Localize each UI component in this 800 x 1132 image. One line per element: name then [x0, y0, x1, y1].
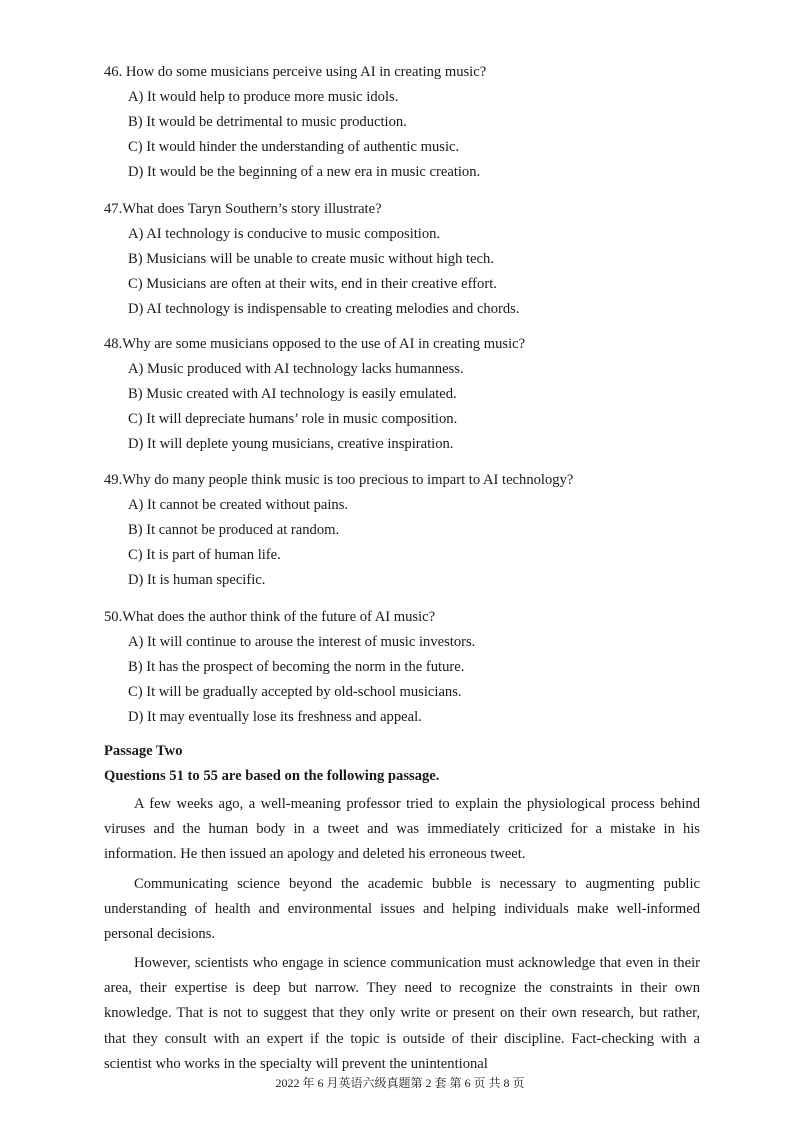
option-b: B) It has the prospect of becoming the norm in the future. — [128, 659, 465, 675]
option-a: A) It cannot be created without pains. — [128, 497, 349, 513]
passage-instruction: Questions 51 to 55 are based on the following passage. — [104, 768, 440, 784]
question-48 — [104, 334, 724, 454]
passage-paragraph: However, scientists who engage in science communication must acknowledge that even in their area, their expertise is deep but narrow. They need to recognize the constraints in their own knowledge. That is not to suggest that they only write or present on their own research, but rather, that they consult with an expert if the topic is outside of their discipline. Fact-checking with a scientist who works in the specialty will prevent the unintentional — [104, 955, 700, 1072]
passage-paragraph: Communicating science beyond the academic bubble is necessary to augmenting public understanding of health and environmental issues and helping individuals make well-informed personal decisions. — [104, 876, 700, 943]
question-stem: 47.What does Taryn Southern’s story illustrate? — [104, 201, 382, 217]
page-footer: 2022 年 6 月英语六级真题第 2 套 第 6 页 共 8 页 — [275, 1076, 525, 1090]
question-stem: 49.Why do many people think music is too precious to impart to AI technology? — [104, 472, 574, 488]
option-b: B) It cannot be produced at random. — [128, 522, 340, 538]
option-d: D) It will deplete young musicians, creative inspiration. — [128, 436, 454, 452]
question-50 — [104, 607, 724, 727]
option-d: D) AI technology is indispensable to creating melodies and chords. — [128, 301, 520, 317]
passage-paragraph: A few weeks ago, a well-meaning professor tried to explain the physiological process behind viruses and the human body in a tweet and was immediately criticized for a mistake in his information. He then issued an apology and deleted his erroneous tweet. — [104, 796, 700, 863]
option-a: A) Music produced with AI technology lacks humanness. — [128, 361, 464, 377]
option-a: A) AI technology is conducive to music composition. — [128, 226, 441, 242]
option-d: D) It may eventually lose its freshness and appeal. — [128, 709, 422, 725]
option-c: C) It will depreciate humans’ role in music composition. — [128, 411, 458, 427]
option-a: A) It will continue to arouse the interest of music investors. — [128, 634, 476, 650]
option-c: C) It would hinder the understanding of authentic music. — [128, 139, 460, 155]
option-b: B) Music created with AI technology is easily emulated. — [128, 386, 457, 402]
option-c: C) It will be gradually accepted by old-school musicians. — [128, 684, 462, 700]
question-stem: 46. How do some musicians perceive using AI in creating music? — [104, 64, 487, 80]
option-b: B) Musicians will be unable to create music without high tech. — [128, 251, 494, 267]
option-c: C) It is part of human life. — [128, 547, 281, 563]
question-47 — [104, 199, 724, 319]
option-d: D) It would be the beginning of a new era in music creation. — [128, 164, 481, 180]
option-b: B) It would be detrimental to music production. — [128, 114, 407, 130]
question-49 — [104, 470, 724, 590]
question-46 — [104, 62, 724, 182]
option-c: C) Musicians are often at their wits, end in their creative effort. — [128, 276, 497, 292]
passage-title: Passage Two — [104, 743, 183, 759]
question-stem: 50.What does the author think of the future of AI music? — [104, 609, 436, 625]
option-d: D) It is human specific. — [128, 572, 266, 588]
question-stem: 48.Why are some musicians opposed to the use of AI in creating music? — [104, 336, 526, 352]
option-a: A) It would help to produce more music idols. — [128, 89, 399, 105]
